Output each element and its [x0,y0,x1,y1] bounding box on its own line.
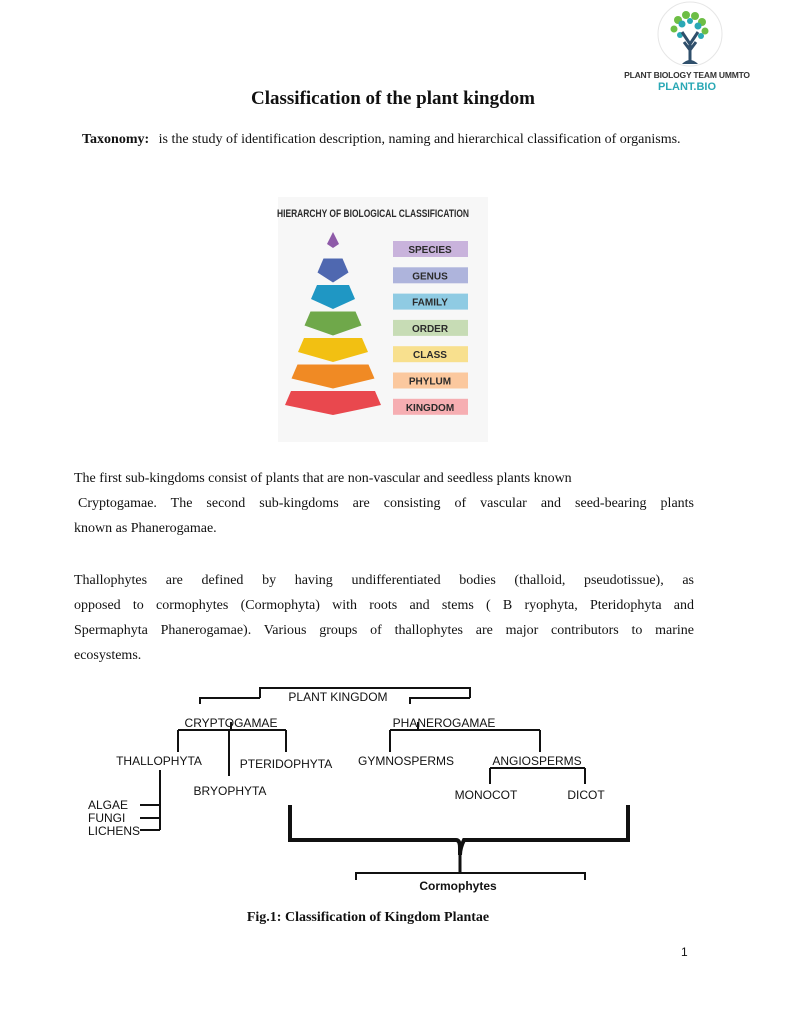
page-title: Classification of the plant kingdom [251,88,535,109]
rank-label-phylum: PHYLUM [408,376,452,388]
node-phanerogamae: PHANEROGAMAE [392,716,496,730]
paragraph1-line2: Cryptogamae. The second sub-kingdoms are consisting of vascular and seed-bearing plants [78,496,694,511]
node-bryophyta: BRYOPHYTA [193,784,267,798]
tree-logo-icon [612,4,762,70]
node-dicot: DICOT [567,788,605,802]
logo-brand-text: PLANT.BIO [657,81,717,93]
classification-hierarchy-figure [278,197,488,442]
taxonomy-definition [82,131,694,149]
node-pteridophyta: PTERIDOPHYTA [239,757,333,771]
rank-label-species: SPECIES [408,245,452,256]
subkingdom-paragraph [74,466,694,541]
node-fungi: FUNGI [88,811,126,825]
node-algae: ALGAE [88,798,129,812]
node-angiosperms: ANGIOSPERMS [492,754,582,768]
paragraph2-line1: Thallophytes are defined by having undifferentiated bodies (thalloid, pseudotissue), as [74,573,694,588]
paragraph2-line4: ecosystems. [74,648,142,663]
rank-label-kingdom: KINGDOM [405,402,455,414]
logo-team-text: PLANT BIOLOGY TEAM UMMTO [624,70,750,80]
page-number: 1 [681,945,688,959]
taxonomy-term: Taxonomy: [82,132,150,147]
node-plant-kingdom: PLANT KINGDOM [288,690,388,704]
cormophytes-label: Cormophytes [419,879,497,893]
node-cryptogamae: CRYPTOGAMAE [184,716,278,730]
node-thallophyta: THALLOPHYTA [116,754,202,768]
plant-kingdom-tree [80,680,640,900]
paragraph2-line2: opposed to cormophytes (Cormophyta) with roots and stems ( B ryophyta, Pteridophyta and [74,598,694,613]
paragraph2-line3: Spermaphyta Phanerogamae). Various groups of thallophytes are major contributors to marine [74,623,694,638]
hierarchy-heading: HIERARCHY OF BIOLOGICAL CLASSIFICATION [277,208,470,220]
taxonomy-text: is the study of identification description, naming and hierarchical classification of organisms. [158,132,681,147]
node-lichens: LICHENS [88,824,141,838]
plant-bio-logo [612,4,762,100]
figure-caption: Fig.1: Classification of Kingdom Plantae [246,910,490,925]
rank-label-order: ORDER [411,323,449,335]
node-gymnosperms: GYMNOSPERMS [357,754,455,768]
rank-label-class: CLASS [413,350,447,362]
paragraph1-line1: The first sub-kingdoms consist of plants that are non-vascular and seedless plants known [74,471,572,486]
thallophytes-paragraph [74,568,694,668]
rank-label-genus: GENUS [412,271,448,283]
node-monocot: MONOCOT [454,788,518,802]
rank-label-family: FAMILY [412,297,448,309]
paragraph1-line3: known as Phanerogamae. [74,521,217,536]
